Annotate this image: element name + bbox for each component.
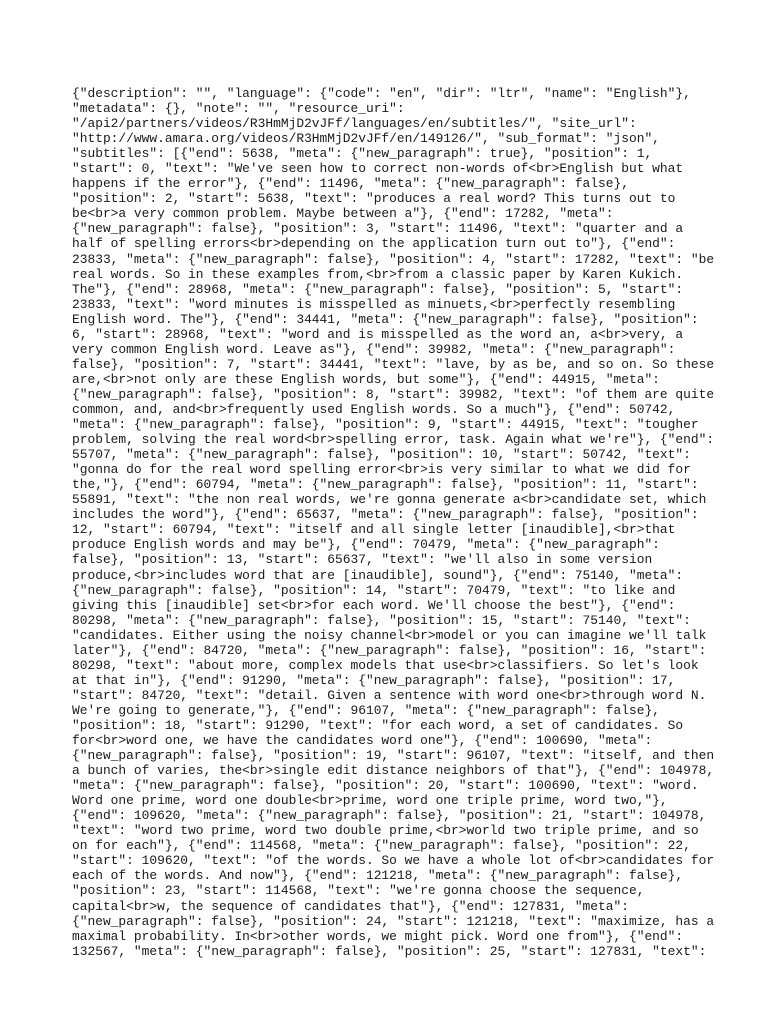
json-subtitle-text: {"description": "", "language": {"code": "en", "dir": "ltr", "name": "English"}, "metadata": {}, "note": "", "resource_uri": "/api2/partners/videos/R3HmMjD2vJFf/languages/en/subtitles/", "site_url": "http://www.amara.org/videos/R3HmMjD2vJFf/en/149126/", "sub_format": "json", "subtitles": [{"end": 5638, "meta": {"new_paragraph": true}, "position": 1, "start": 0, "text": "We've seen how to correct non-words of<br>English but what happens if the error"}, {"end": 11496, "meta": {"new_paragraph": false}, "position": 2, "start": 5638, "text": "produces a real word? This turns out to be<br>a very common problem. Maybe between a"}, {"end": 17282, "meta": {"new_paragraph": false}, "position": 3, "start": 11496, "text": "quarter and a half of spelling errors<br>depending on the application turn out to"}, {"end": 23833, "meta": {"new_paragraph": false}, "position": 4, "start": 17282, "text": "be real words. So in these examples from,<br>from a classic paper by Karen Kukich. The"}, {"end": 28968, "meta": {"new_paragraph": false}, "position": 5, "start": 23833, "text": "word minutes is misspelled as minuets,<br>perfectly resembling English word. The"}, {"end": 34441, "meta": {"new_paragraph": false}, "position": 6, "start": 28968, "text": "word and is misspelled as the word an, a<br>very, a very common English word. Leave as"}, {"end": 39982, "meta": {"new_paragraph": false}, "position": 7, "start": 34441, "text": "lave, by as be, and so on. So these are,<br>not only are these English words, but some"}, {"end": 44915, "meta": {"new_paragraph": false}, "position": 8, "start": 39982, "text": "of them are quite common, and, and<br>frequently used English words. So a much"}, {"end": 50742, "meta": {"new_paragraph": false}, "position": 9, "start": 44915, "text": "tougher problem, solving the real word<br>spelling error, task. Again what we're"}, {"end": 55707, "meta": {"new_paragraph": false}, "position": 10, "start": 50742, "text": "gonna do for the real word spelling error<br>is very similar to what we did for the,"}, {"end": 60794, "meta": {"new_paragraph": false}, "position": 11, "start": 55891, "text": "the non real words, we're gonna generate a<br>candidate set, which includes the word"}, {"end": 65637, "meta": {"new_paragraph": false}, "position": 12, "start": 60794, "text": "itself and all single letter [inaudible],<br>that produce English words and may be"}, {"end": 70479, "meta": {"new_paragraph": false}, "position": 13, "start": 65637, "text": "we'll also in some version produce,<br>includes word that are [inaudible], sound"}, {"end": 75140, "meta": {"new_paragraph": false}, "position": 14, "start": 70479, "text": "to like and giving this [inaudible] set<br>for each word. We'll choose the best"}, {"end": 80298, "meta": {"new_paragraph": false}, "position": 15, "start": 75140, "text": "candidates. Either using the noisy channel<br>model or you can imagine we'll talk later"}, {"end": 84720, "meta": {"new_paragraph": false}, "position": 16, "start": 80298, "text": "about more, complex models that use<br>classifiers. So let's look at that in"}, {"end": 91290, "meta": {"new_paragraph": false}, "position": 17, "start": 84720, "text": "detail. Given a sentence with word one<br>through word N. We're going to generate,"}, {"end": 96107, "meta": {"new_paragraph": false}, "position": 18, "start": 91290, "text": "for each word, a set of candidates. So for<br>word one, we have the candidates word one"}, {"end": 100690, "meta": {"new_paragraph": false}, "position": 19, "start": 96107, "text": "itself, and then a bunch of varies, the<br>single edit distance neighbors of that"}, {"end": 104978, "meta": {"new_paragraph": false}, "position": 20, "start": 100690, "text": "word. Word one prime, word one double<br>prime, word one triple prime, word two,"}, {"end": 109620, "meta": {"new_paragraph": false}, "position": 21, "start": 104978, "text": "word two prime, word two double prime,<br>world two triple prime, and so on for each"}, {"end": 114568, "meta": {"new_paragraph": false}, "position": 22, "start": 109620, "text": "of the words. So we have a whole lot of<br>candidates for each of the words. And now"}, {"end": 121218, "meta": {"new_paragraph": false}, "position": 23, "start": 114568, "text": "we're gonna choose the sequence, capital<br>w, the sequence of candidates that"}, {"end": 127831, "meta": {"new_paragraph": false}, "position": 24, "start": 121218, "text": "maximize, has a maximal probability. In<br>other words, we might pick. Word one from"}, {"end": 132567, "meta": {"new_paragraph": false}, "position": 25, "start": 127831, "text": bbox=[72, 86, 715, 959]
